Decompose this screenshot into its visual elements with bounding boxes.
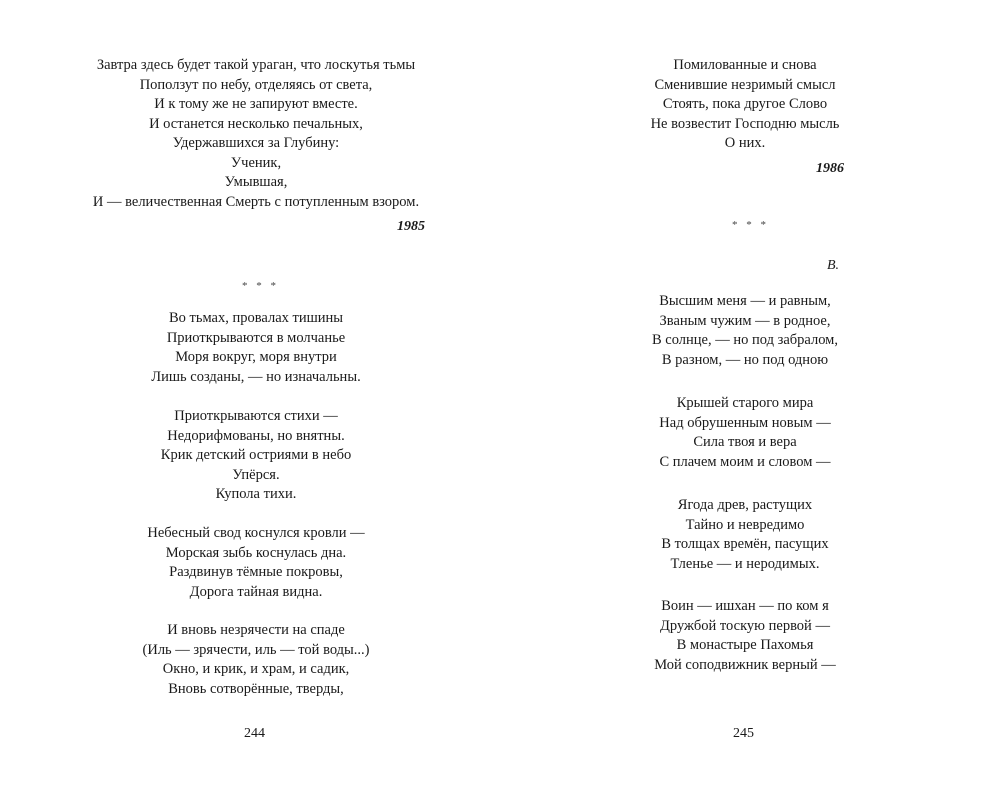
poem-line: Сменившие незримый смысл [654,76,836,93]
poem-stanza [56,621,456,699]
poem-line: И — величественная Смерть с потупленным взором. [92,193,420,210]
poem-line: Высшим меня — и равным, [659,293,831,309]
page-number: 244 [244,726,265,741]
dedication: В. [827,258,840,273]
poem-stanza [56,309,456,387]
poem-stanza [56,407,456,505]
poem-line: В солнце, — но под забралом, [652,332,838,348]
poem-line: Умывшая, [224,174,288,190]
poem-line: Раздвинув тёмные покровы, [169,564,343,580]
poem-line: В монастыре Пахомья [676,637,814,653]
poem-line: Лишь созданы, — но изначальны. [151,368,361,385]
poem-stanza [545,597,945,675]
poem-line: Стоять, пока другое Слово [662,96,828,112]
poem-ending [56,56,456,212]
poem-line: Упёрся. [232,466,280,483]
poem-line: Поползут по небу, отделяясь от света, [139,76,373,93]
poem-line: Не возвестит Господню мысль [650,115,840,132]
poem-line: С плачем моим и словом — [659,453,831,470]
right-page [500,0,1000,800]
poem-line: Крик детский остриями в небо [160,447,352,463]
poem-line: Над обрушенным новым — [659,414,831,431]
page-number: 245 [733,726,754,741]
poem-line: Моря вокруг, моря внутри [175,349,337,365]
poem-line: В толщах времён, пасущих [661,536,829,552]
poem-year: 1985 [397,219,425,234]
poem-line: (Иль — зрячести, иль — той воды...) [142,641,370,658]
poem-line: И останется несколько печальных, [149,115,363,132]
poem-line: Званым чужим — в родное, [659,312,831,329]
poem-line: Ягода древ, растущих [677,497,813,513]
poem-line: Удержавшихся за Глубину: [172,135,340,151]
poem-line: Дорога тайная видна. [189,583,323,600]
poem-line: Купола тихи. [215,486,297,502]
poem-line: Помилованные и снова [673,57,817,73]
poem-stanza [56,524,456,602]
poem-line: Окно, и крик, и храм, и садик, [162,661,350,677]
poem-stanza [545,394,945,472]
poem-line: Мой соподвижник верный — [654,656,836,673]
poem-line: Тленье — и неродимых. [670,555,820,572]
poem-line: Недорифмованы, но внятны. [167,427,345,444]
poem-line: Воин — ишхан — по ком я [661,598,829,614]
separator-stars: * * * [732,219,769,231]
poem-line: Ученик, [230,154,282,171]
poem-line: Небесный свод коснулся кровли — [147,525,365,541]
poem-line: В разном, — но под одною [661,351,829,368]
poem-line: Крышей старого мира [676,395,814,411]
poem-line: Тайно и невредимо [685,516,805,533]
poem-line: Приоткрываются в молчанье [166,329,346,346]
poem-line: И вновь незрячести на спаде [167,622,345,638]
poem-line: Сила твоя и вера [693,434,797,450]
poem-line: Завтра здесь будет такой ураган, что лоскутья тьмы [96,57,416,73]
poem-stanza [545,292,945,370]
poem-line: Дружбой тоскую первой — [660,617,830,634]
poem-ending [545,56,945,154]
poem-line: И к тому же не запируют вместе. [154,96,358,112]
poem-line: О них. [724,135,766,151]
poem-line: Во тьмах, провалах тишины [168,310,344,326]
poem-stanza [545,496,945,574]
separator-stars: * * * [242,280,279,292]
poem-year: 1986 [816,161,844,176]
poem-line: Приоткрываются стихи — [174,408,338,424]
poem-line: Морская зыбь коснулась дна. [165,544,347,561]
poem-line: Вновь сотворённые, тверды, [168,680,344,697]
